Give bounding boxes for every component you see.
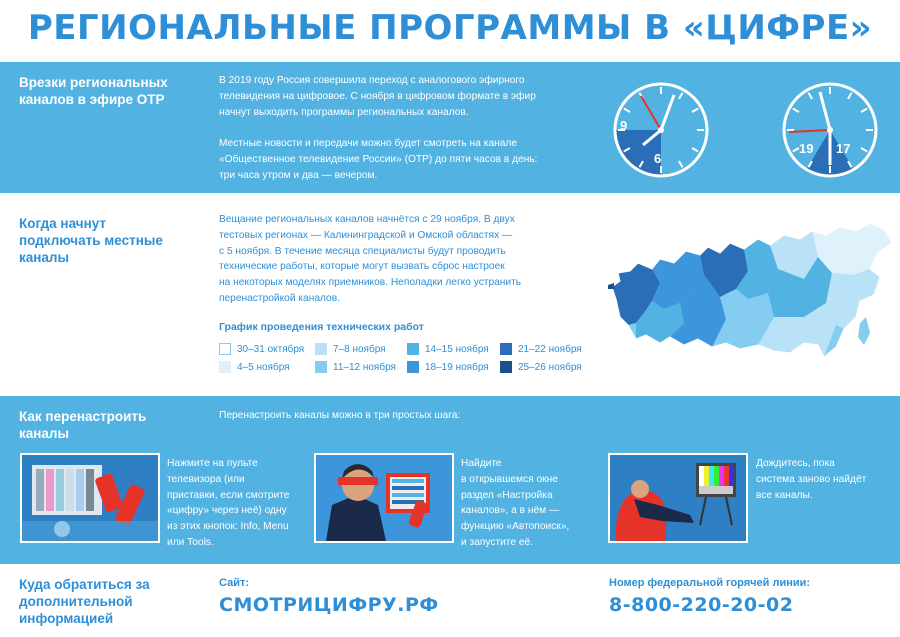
legend-item: 18–19 ноября (407, 361, 489, 373)
woman-watching-tv-collage-image (608, 453, 748, 543)
russia-map-icon (608, 213, 898, 383)
footer-title: Куда обратиться за дополнительной информацией (19, 577, 150, 626)
legend-item: 14–15 ноября (407, 343, 489, 355)
section-steps-intro: Перенастроить каналы можно в три простых шага: (219, 410, 461, 421)
legend-item: 4–5 ноября (219, 361, 290, 373)
legend-item: 25–26 ноября (500, 361, 582, 373)
step-2-text: Найдите в открывшемся окне раздел «Настройка каналов», а в нём — функцию «Автопоиск», и запустите её. (461, 458, 570, 548)
step-1-text: Нажмите на пульте телевизора (или приставки, если смотрите «цифру» через неё) одну из этих кнопок: Info, Menu или Tools. (167, 458, 290, 548)
clock-label-start: 19 (799, 141, 814, 156)
section-steps-title: Как перенастроить каналы (19, 409, 147, 441)
legend-item: 11–12 ноября (315, 361, 396, 373)
clock-label-end: 6 (654, 151, 662, 166)
section-regions-text: Вещание региональных каналов начнётся с 29 ноября. В двух тестовых регионах — Калининградской и Омской областях — с 5 ноября. В течение месяца специалисты будут проводить технические работы, которые могут вызвать сброс настроек на некоторых моделях приемников. Неполадки легко устранить перенастройкой каналов. (219, 214, 522, 304)
tv-remote-collage-image (20, 453, 160, 543)
section-broadcast-text: В 2019 году Россия совершила переход с аналогового эфирного телевидения на цифровое. С ноября в цифровом формате в эфир начнут выходить программы региональных каналов. Местные новости и передачи можно будет смотреть на канале «Общественное телевидение России» (ОТР) до пяти часов в день: три часа утром и два — вечером. (219, 75, 538, 181)
page-title: РЕГИОНАЛЬНЫЕ ПРОГРАММЫ В «ЦИФРЕ» (27, 8, 873, 48)
site-link[interactable]: СМОТРИЦИФРУ.РФ (219, 594, 439, 616)
section-broadcast-title: Врезки региональных каналов в эфире ОТР (19, 75, 168, 107)
clock-icon (610, 79, 712, 181)
clock-label-start: 9 (620, 118, 628, 133)
hotline-number[interactable]: 8-800-220-20-02 (609, 594, 794, 616)
site-label: Сайт: (219, 577, 250, 589)
hotline-label: Номер федеральной горячей линии: (609, 577, 811, 589)
legend-item: 30–31 октября (219, 343, 304, 355)
man-with-glasses-collage-image (314, 453, 454, 543)
step-3-text: Дождитесь, пока система заново найдёт все каналы. (756, 458, 867, 501)
legend-item: 21–22 ноября (500, 343, 582, 355)
clock-label-end: 17 (836, 141, 851, 156)
legend-title: График проведения технических работ (219, 321, 424, 333)
clock-icon (779, 79, 881, 181)
legend-item: 7–8 ноября (315, 343, 386, 355)
section-regions-title: Когда начнут подключать местные каналы (19, 216, 163, 265)
